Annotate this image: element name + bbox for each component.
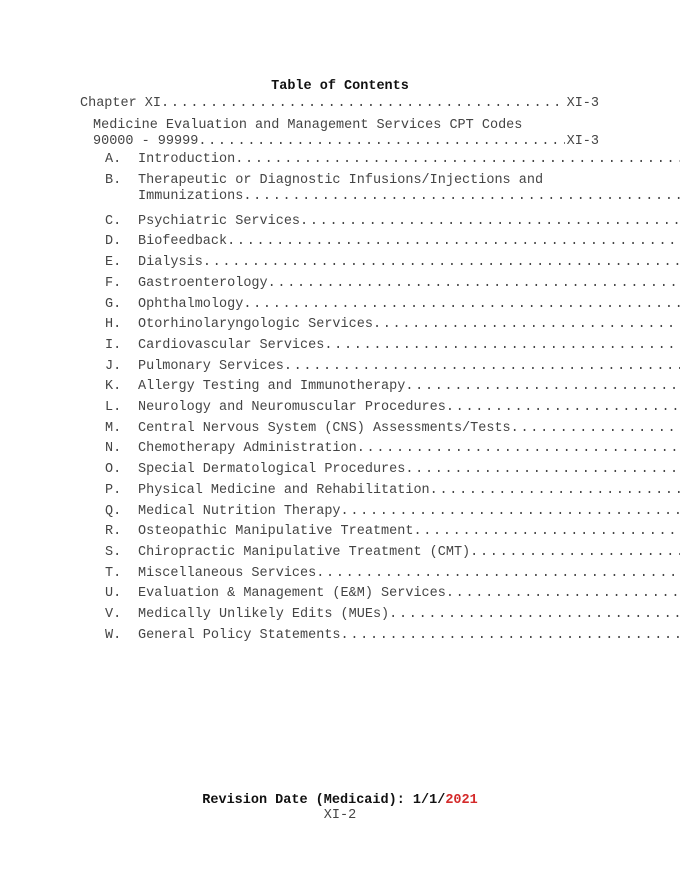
leader-dots [300,214,680,230]
entry-letter: Q. [105,503,122,519]
leader-dots [413,524,680,540]
entry-letter: U. [105,586,122,602]
revision-label: Revision Date (Medicaid): 1/1/ [202,793,446,808]
entry-title: Chiropractic Manipulative Treatment (CMT) [138,544,471,560]
toc-entry[interactable] [105,173,599,205]
entry-letter: T. [105,565,122,581]
entry-letter: V. [105,607,122,622]
entry-letter: R. [105,524,122,540]
entry-letter: A. [105,152,122,167]
toc-entry[interactable] [105,607,599,623]
leader-dots [203,255,680,271]
entry-title: Dialysis [138,255,203,271]
toc-entry[interactable] [105,545,599,561]
leader-dots [430,483,680,499]
leader-dots [405,379,680,395]
entry-letter: N. [105,441,122,457]
leader-dots [161,96,565,112]
entry-letter: M. [105,420,122,436]
entry-title: Otorhinolaryngologic Services [138,317,373,333]
entry-title: Miscellaneous Services [138,565,317,581]
leader-dots [341,504,680,520]
leader-dots [198,134,564,150]
entry-letter: D. [105,234,122,250]
toc-entry[interactable] [105,524,599,540]
toc-entry[interactable] [105,400,599,416]
toc-entry[interactable] [105,214,599,230]
entry-title: General Policy Statements [138,627,341,643]
toc-entry[interactable] [105,586,599,602]
toc-entry[interactable] [105,566,599,582]
chapter-page: XI-3 [566,96,599,111]
entry-title: Allergy Testing and Immunotherapy [138,379,406,395]
entry-title: Physical Medicine and Rehabilitation [138,482,430,498]
entry-letter: O. [105,462,122,478]
toc-entry[interactable] [105,421,599,437]
entry-letter: G. [105,296,122,312]
toc-entry[interactable] [105,255,599,271]
entry-letter: H. [105,317,122,333]
section-title-line1: Medicine Evaluation and Management Services CPT Codes [93,118,523,133]
revision-date [0,793,680,808]
leader-dots [389,607,680,623]
entry-title: Evaluation & Management (E&M) Services [138,586,446,602]
toc-entry[interactable] [105,152,599,168]
entry-title: Central Nervous System (CNS) Assessments/Tests [138,420,511,436]
toc-entry[interactable] [105,317,599,333]
toc-entry[interactable] [105,297,599,313]
toc-section-row[interactable] [93,118,599,150]
entry-title: Biofeedback [138,234,228,250]
entry-letter: K. [105,379,122,395]
leader-dots [446,586,680,602]
page-title: Table of Contents [271,79,409,94]
revision-year: 2021 [445,793,478,808]
entry-letter: L. [105,400,122,415]
entry-title: Ophthalmology [138,296,244,312]
entry-title: Special Dermatological Procedures [138,462,406,478]
entry-title: Psychiatric Services [138,213,301,229]
entry-title: Osteopathic Manipulative Treatment [138,524,414,540]
entry-title: Therapeutic or Diagnostic Infusions/Injections and [138,172,544,188]
entry-title: Pulmonary Services [138,358,284,374]
toc-entry[interactable] [105,462,599,478]
entry-letter: C. [105,213,122,229]
leader-dots [357,441,680,457]
leader-dots [324,338,680,354]
entry-title: Medically Unlikely Edits (MUEs) [138,607,390,622]
leader-dots [235,152,680,168]
toc-entry[interactable] [105,276,599,292]
entry-title: Cardiovascular Services [138,337,325,353]
toc-chapter-row[interactable] [80,96,599,112]
leader-dots [227,234,680,250]
leader-dots [341,628,680,644]
entry-title: Gastroenterology [138,275,268,291]
entry-letter: W. [105,627,122,643]
entry-title: Introduction [138,152,236,167]
leader-dots [243,189,680,205]
toc-entry[interactable] [105,504,599,520]
toc-entry[interactable] [105,441,599,457]
leader-dots [243,297,680,313]
chapter-label: Chapter XI [80,96,162,111]
toc-entry[interactable] [105,359,599,375]
section-title-line2: 90000 - 99999 [93,134,199,149]
leader-dots [511,421,680,437]
entry-letter: P. [105,482,122,498]
entry-title: Medical Nutrition Therapy [138,503,341,519]
entry-title: Neurology and Neuromuscular Procedures [138,400,446,415]
entry-letter: S. [105,544,122,560]
toc-entry[interactable] [105,234,599,250]
page-number: XI-2 [323,808,357,823]
entry-letter: J. [105,358,122,374]
toc-entry[interactable] [105,338,599,354]
entry-letter: F. [105,275,122,291]
leader-dots [284,359,680,375]
entry-letter: I. [105,337,122,353]
section-page: XI-3 [566,134,599,149]
entry-title: Chemotherapy Administration [138,441,357,457]
leader-dots [405,462,680,478]
entry-title-cont: Immunizations [138,188,244,204]
entry-letter: B. [105,172,122,188]
leader-dots [316,566,680,582]
leader-dots [373,317,680,333]
leader-dots [446,400,680,416]
toc-entry[interactable] [105,379,599,395]
leader-dots [268,276,680,292]
toc-entry[interactable] [105,483,599,499]
toc-entry[interactable] [105,628,599,644]
leader-dots [470,545,680,561]
entry-letter: E. [105,255,122,271]
